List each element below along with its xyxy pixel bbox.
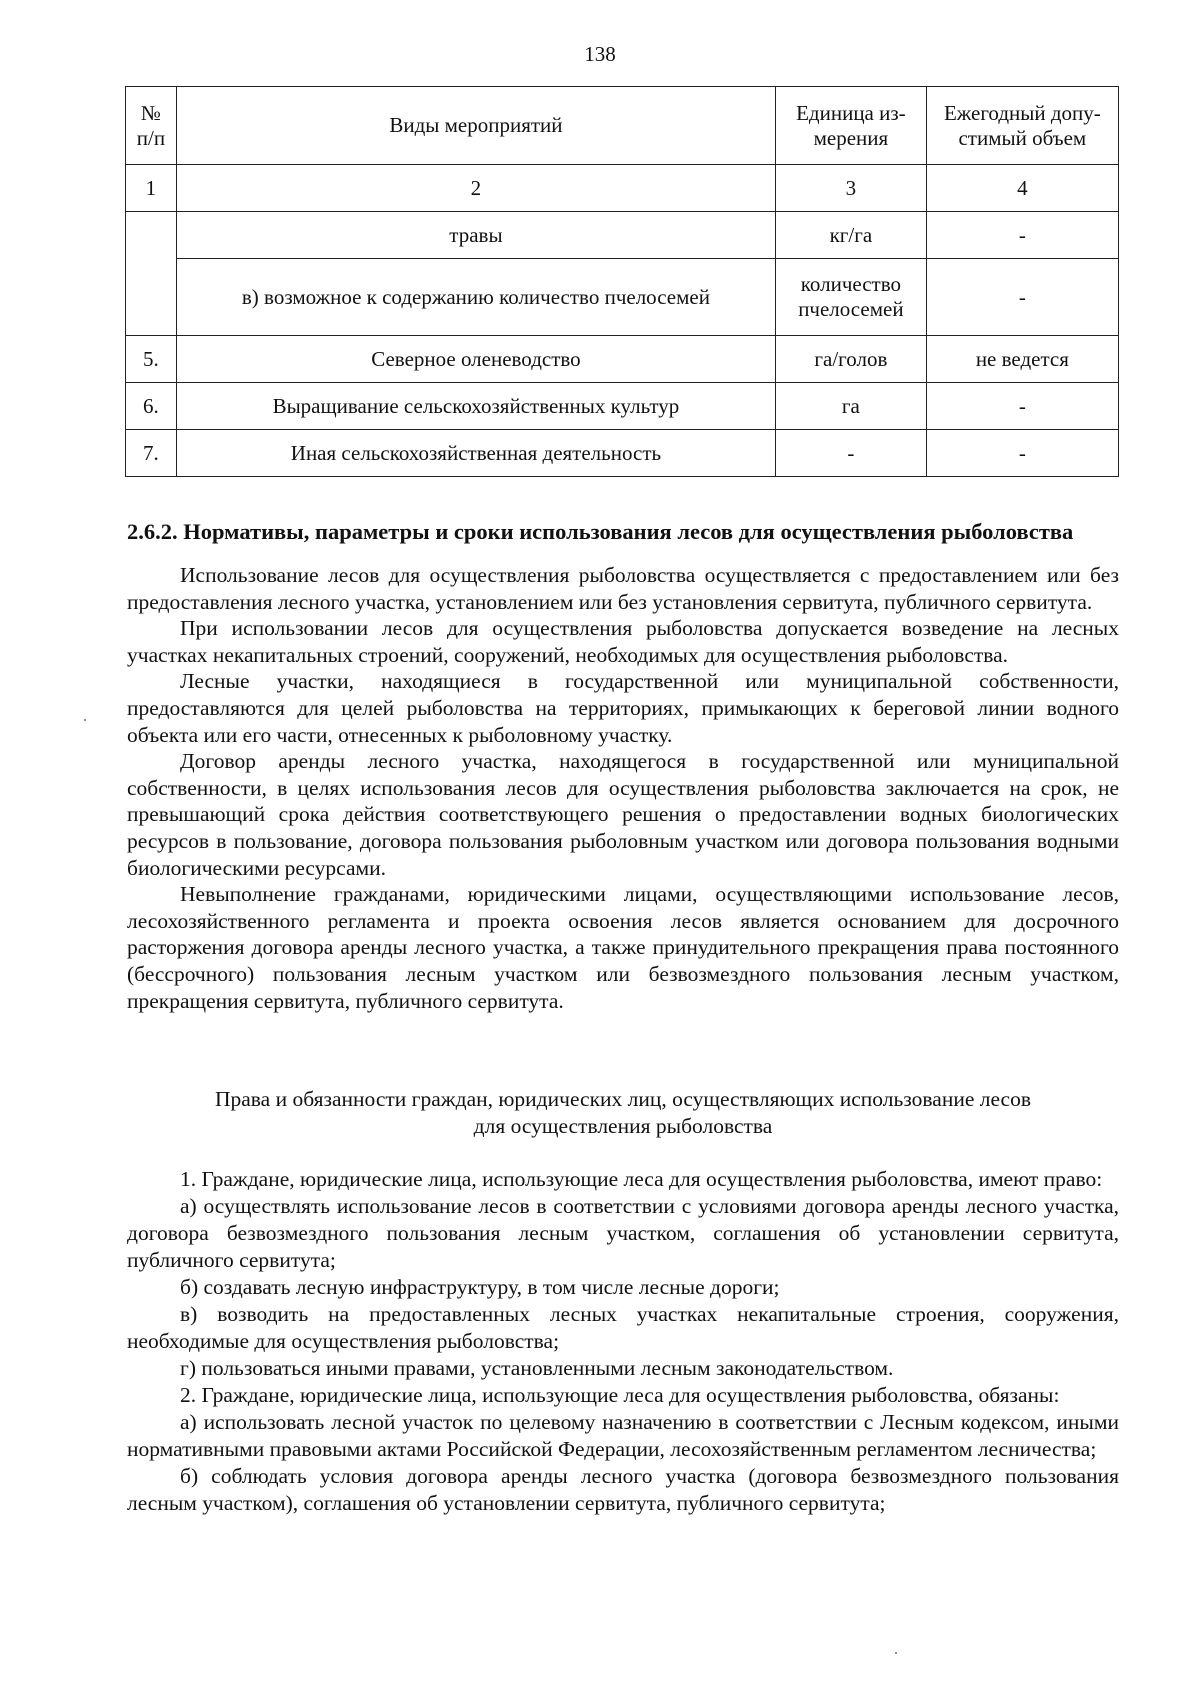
paragraph: Невыполнение гражданами, юридическими лицами, осуществляющими использование лесов, лесохозяйственного регламента и проекта освоения лесов является основанием для досрочного расторжения договора аренды лесного участка, а также принудительного прекращения права постоянного (бессрочного) пользования лесным участком или безвозмездного пользования лесным участком, прекращения сервитута, публичного сервитута. xyxy=(127,882,1119,1013)
column-number: 4 xyxy=(926,165,1118,212)
column-number: 1 xyxy=(126,165,177,212)
paragraph: Лесные участки, находящиеся в государственной или муниципальной собственности, предоставляются для целей рыболовства на территориях, примыкающих к береговой линии водного объекта или его части, отнесенных к рыболовному участку. xyxy=(127,669,1119,747)
unit-cell: - xyxy=(776,430,927,477)
header-activity: Виды мероприятий xyxy=(176,87,775,165)
column-number: 3 xyxy=(776,165,927,212)
table-row xyxy=(126,259,1119,336)
volume-cell: не ведется xyxy=(926,336,1118,383)
column-number-row xyxy=(126,165,1119,212)
row-number-cell: 7. xyxy=(126,430,177,477)
list-item: б) соблюдать условия договора аренды лесного участка (договора безвозмездного пользования лесным участком), соглашения об установлении сервитута, публичного сервитута; xyxy=(127,1464,1119,1515)
list-item: в) возводить на предоставленных лесных участках некапитальные строения, сооружения, необходимые для осуществления рыболовства; xyxy=(127,1302,1119,1353)
table-row xyxy=(126,212,1119,259)
row-number-cell xyxy=(126,212,177,336)
scan-speck xyxy=(895,1652,897,1654)
activity-cell: в) возможное к содержанию количество пчелосемей xyxy=(176,259,775,336)
volume-cell: - xyxy=(926,259,1118,336)
activity-cell: Иная сельскохозяйственная деятельность xyxy=(176,430,775,477)
row-number-cell: 6. xyxy=(126,383,177,430)
paragraph: Использование лесов для осуществления рыболовства осуществляется с предоставлением или без предоставления лесного участка, установлением или без установления сервитута, публичного сервитута. xyxy=(127,563,1119,614)
activity-cell: травы xyxy=(176,212,775,259)
header-unit: Единица из- мерения xyxy=(776,87,927,165)
column-number: 2 xyxy=(176,165,775,212)
scan-speck xyxy=(84,719,86,721)
table-row xyxy=(126,430,1119,477)
unit-cell: га/голов xyxy=(776,336,927,383)
unit-cell: га xyxy=(776,383,927,430)
volume-cell: - xyxy=(926,430,1118,477)
unit-cell: кг/га xyxy=(776,212,927,259)
paragraph: При использовании лесов для осуществления рыболовства допускается возведение на лесных участках некапитальных строений, сооружений, необходимых для осуществления рыболовства. xyxy=(127,616,1119,667)
activity-cell: Северное оленеводство xyxy=(176,336,775,383)
volume-cell: - xyxy=(926,212,1118,259)
row-number-cell: 5. xyxy=(126,336,177,383)
table-header-row xyxy=(126,87,1119,165)
list-item: 2. Граждане, юридические лица, использующие леса для осуществления рыболовства, обязаны: xyxy=(180,1383,1060,1407)
section-heading: 2.6.2. Нормативы, параметры и сроки использования лесов для осуществления рыболовства xyxy=(127,519,1074,544)
section-body xyxy=(127,562,1119,1014)
rights-title xyxy=(127,1086,1119,1140)
paragraph: Договор аренды лесного участка, находящегося в государственной или муниципальной собственности, в целях использования лесов для осуществления рыболовства заключается на срок, не превышающий срока действия соответствующего решения о предоставлении водных биологических ресурсов в пользование, договора пользования рыболовным участком или договора пользования водными биологическими ресурсами. xyxy=(127,749,1119,880)
list-item: 1. Граждане, юридические лица, использующие леса для осуществления рыболовства, имеют право: xyxy=(180,1167,1103,1191)
list-item: а) осуществлять использование лесов в соответствии с условиями договора аренды лесного участка, договора безвозмездного пользования лесным участком, соглашения об установлении сервитута, публичного сервитута; xyxy=(127,1194,1119,1272)
page-number: 138 xyxy=(584,42,616,66)
header-number: № п/п xyxy=(126,87,177,165)
list-item: б) создавать лесную инфраструктуру, в том числе лесные дороги; xyxy=(180,1275,780,1299)
unit-cell: количество пчелосемей xyxy=(776,259,927,336)
list-item: а) использовать лесной участок по целевому назначению в соответствии с Лесным кодексом, иными нормативными правовыми актами Российской Федерации, лесохозяйственным регламентом лесничества; xyxy=(127,1410,1119,1461)
activities-table xyxy=(125,86,1119,477)
list-item: г) пользоваться иными правами, установленными лесным законодательством. xyxy=(180,1356,894,1380)
header-volume: Ежегодный допу- стимый объем xyxy=(926,87,1118,165)
rights-list xyxy=(127,1166,1119,1517)
activity-cell: Выращивание сельскохозяйственных культур xyxy=(176,383,775,430)
rights-title-line: для осуществления рыболовства xyxy=(473,1114,773,1138)
table-row xyxy=(126,383,1119,430)
table-row xyxy=(126,336,1119,383)
rights-title-line: Права и обязанности граждан, юридических лиц, осуществляющих использование лесов xyxy=(214,1087,1031,1111)
volume-cell: - xyxy=(926,383,1118,430)
